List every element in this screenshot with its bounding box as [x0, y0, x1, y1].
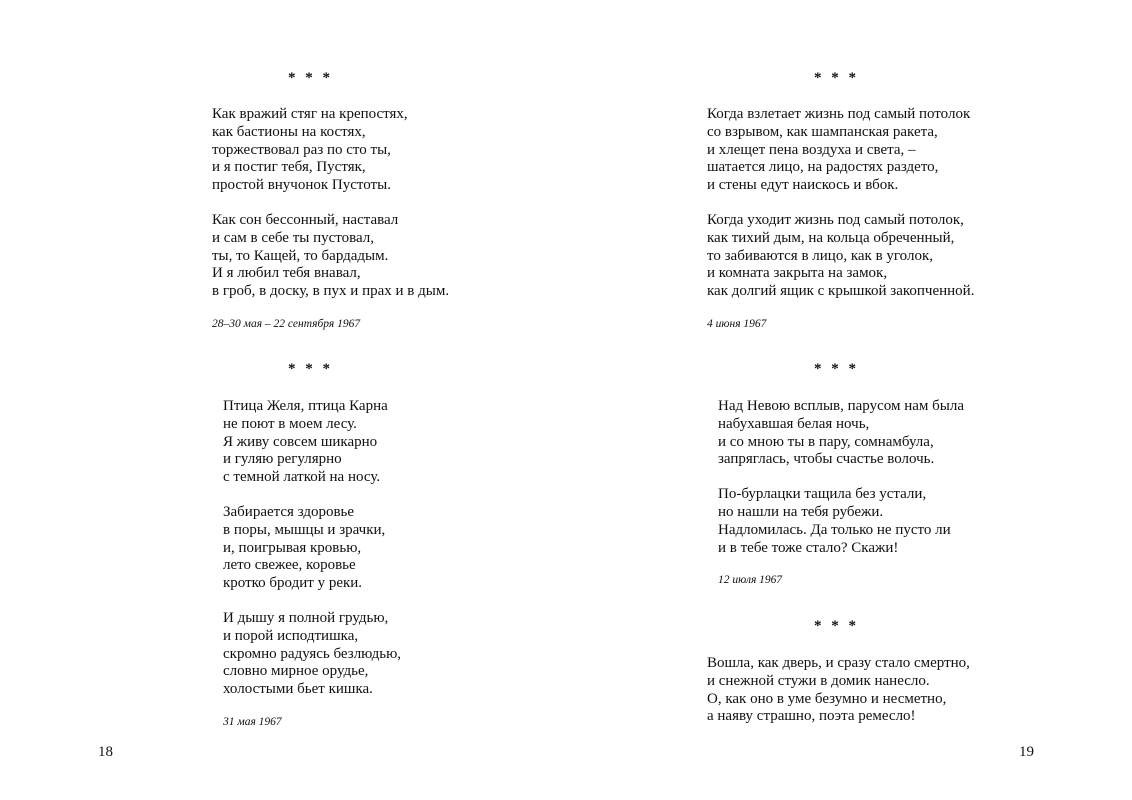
poem-line: с темной латкой на носу. [223, 469, 381, 486]
poem-line: но нашли на тебя рубежи. [718, 503, 884, 520]
poem-line: Над Невою всплыв, парусом нам была [718, 398, 965, 414]
poem-right-middle [718, 398, 964, 587]
separator-asterisks: * * * [288, 361, 333, 377]
stanza [707, 106, 974, 195]
poem-line: Забирается здоровье [223, 503, 355, 520]
poem-line: и снежной стужи в домик нанесло. [707, 672, 930, 689]
poem-left-bottom [223, 398, 401, 729]
poem-line: Как сон бессонный, наставал [212, 211, 399, 228]
poem-line: ты, то Кащей, то бардадым. [212, 247, 389, 264]
poem-right-bottom [707, 655, 970, 743]
poem-line: кротко бродит у реки. [223, 575, 363, 592]
poem-date: 4 июня 1967 [707, 317, 767, 330]
stanza [223, 398, 401, 487]
poem-line: и порой исподтишка, [223, 627, 359, 644]
poem-line: и со мною ты в пару, сомнамбула, [718, 433, 934, 450]
poem-line: торжествовал раз по сто ты, [212, 141, 391, 158]
stanza [718, 398, 964, 469]
poem-line: Как вражий стяг на крепостях, [212, 106, 408, 122]
stanza [212, 212, 449, 301]
poem-right-top [707, 106, 974, 331]
poem-date: 28–30 мая – 22 сентября 1967 [212, 317, 361, 330]
poem-line: набухавшая белая ночь, [718, 415, 870, 432]
poem-date: 12 июля 1967 [718, 574, 783, 587]
poem-line: запряглась, чтобы счастье волочь. [718, 451, 935, 468]
poem-line: то забиваются в лицо, как в уголок, [707, 247, 934, 264]
page-number-right: 19 [1019, 744, 1034, 760]
poem-line: холостыми бьет кишка. [223, 681, 373, 698]
poem-line: простой внучонок Пустоты. [212, 177, 391, 194]
stanza [718, 486, 964, 557]
separator-asterisks: * * * [814, 361, 859, 377]
poem-line: и комната закрыта на замок, [707, 265, 888, 282]
stanza [212, 106, 449, 195]
poem-line: Я живу совсем шикарно [223, 433, 378, 450]
separator-asterisks: * * * [814, 70, 859, 86]
poem-line: в поры, мышцы и зрачки, [223, 521, 386, 538]
poem-line: и, поигрывая кровью, [223, 539, 362, 556]
separator-asterisks: * * * [288, 70, 333, 86]
stanza [707, 212, 974, 301]
poem-line: лето свежее, коровье [223, 557, 356, 574]
poem-line: и хлещет пена воздуха и света, – [707, 141, 916, 158]
poem-line: и в тебе тоже стало? Скажи! [718, 539, 899, 556]
poem-line: Когда уходит жизнь под самый потолок, [707, 211, 964, 228]
poem-date: 31 мая 1967 [223, 715, 282, 728]
poem-line: скромно радуясь безлюдью, [223, 645, 402, 662]
poem-line: не поют в моем лесу. [223, 415, 357, 432]
poem-line: а наяву страшно, поэта ремесло! [707, 708, 916, 725]
stanza [223, 504, 401, 593]
poem-line: и я постиг тебя, Пустяк, [212, 159, 366, 176]
poem-line: и сам в себе ты пустовал, [212, 229, 375, 246]
poem-line: как тихий дым, на кольца обреченный, [707, 229, 955, 246]
stanza [707, 655, 970, 726]
stanza [223, 610, 401, 699]
poem-line: как долгий ящик с крышкой закопченной. [707, 283, 975, 300]
poem-line: Когда взлетает жизнь под самый потолок [707, 106, 971, 122]
poem-line: со взрывом, как шампанская ракета, [707, 123, 938, 140]
page-number-left: 18 [98, 744, 113, 760]
poem-line: в гроб, в доску, в пух и прах и в дым. [212, 283, 450, 300]
poem-line: О, как оно в уме безумно и несметно, [707, 690, 947, 707]
poem-line: По-бурлацки тащила без устали, [718, 486, 927, 503]
poem-line: И я любил тебя внавал, [212, 265, 361, 282]
poem-line: Птица Желя, птица Карна [223, 398, 388, 414]
poem-line: как бастионы на костях, [212, 123, 366, 140]
poem-line: и гуляю регулярно [223, 451, 342, 468]
poem-line: Надломилась. Да только не пусто ли [718, 521, 951, 538]
poem-line: И дышу я полной грудью, [223, 609, 389, 626]
poem-line: Вошла, как дверь, и сразу стало смертно, [707, 655, 970, 671]
poem-left-top [212, 106, 449, 331]
poem-line: и стены едут наискось и вбок. [707, 177, 899, 194]
poem-line: словно мирное орудье, [223, 663, 369, 680]
separator-asterisks: * * * [814, 618, 859, 634]
poem-line: шатается лицо, на радостях раздето, [707, 159, 939, 176]
